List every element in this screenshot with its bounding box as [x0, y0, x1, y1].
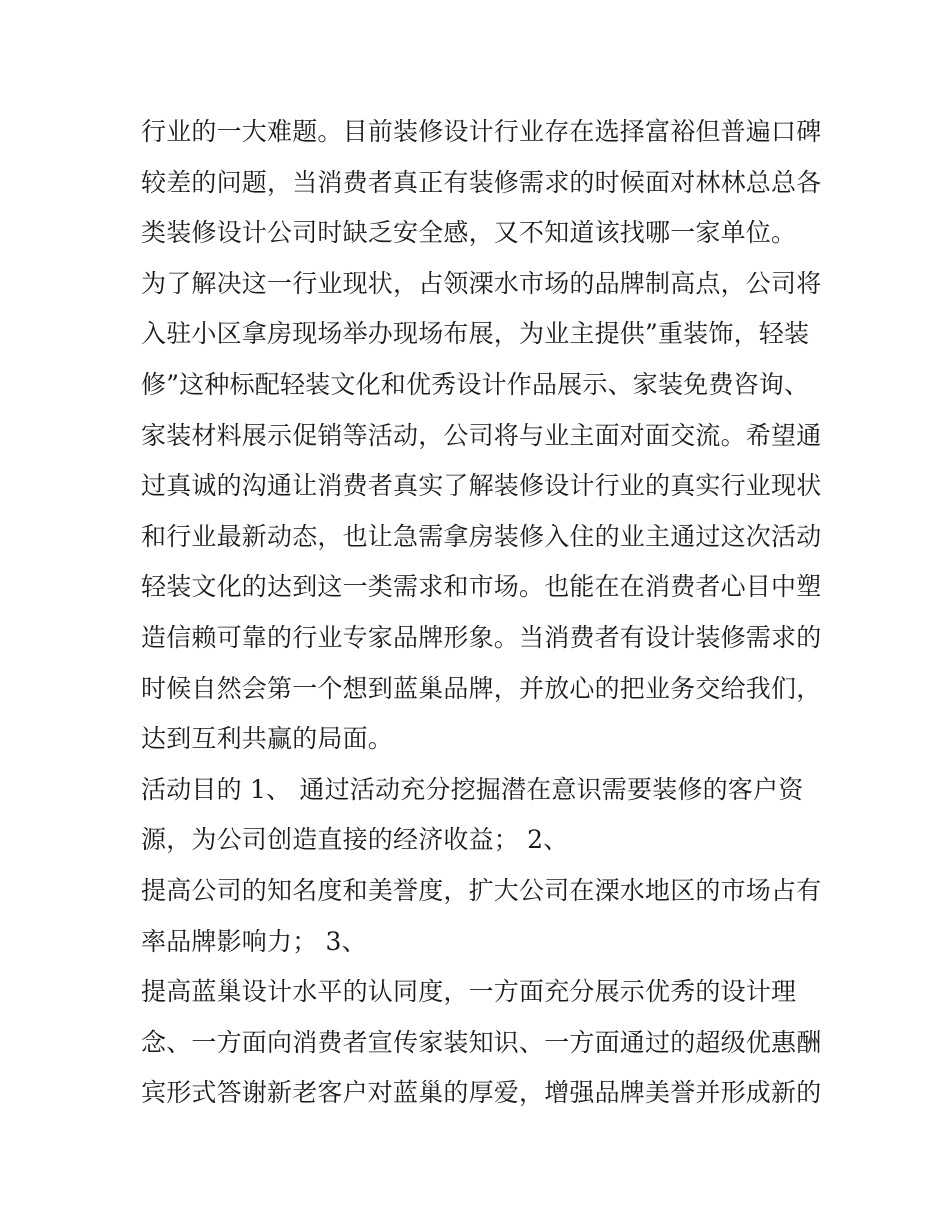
text-line: 修”这种标配轻装文化和优秀设计作品展示、家装免费咨询、 — [141, 369, 810, 399]
text-line: 达到互利共赢的局面。 — [141, 724, 394, 754]
text-line: 过真诚的沟通让消费者真实了解装修设计行业的真实行业现状 — [141, 471, 822, 501]
text-line: 行业的一大难题。目前装修设计行业存在选择富裕但普遍口碑 — [141, 117, 822, 146]
text-line: 提高公司的知名度和美誉度，扩大公司在溧水地区的市场占有 — [141, 875, 822, 905]
text-line: 时候自然会第一个想到蓝巢品牌，并放心的把业务交给我们， — [141, 673, 822, 703]
text-line: 念、一方面向消费者宣传家装知识、一方面通过的超级优惠酬 — [141, 1027, 822, 1057]
text-line: 和行业最新动态，也让急需拿房装修入住的业主通过这次活动 — [141, 521, 822, 551]
text-line: 较差的问题，当消费者真正有装修需求的时候面对林林总总各 — [141, 167, 822, 197]
text-line: 家装材料展示促销等活动，公司将与业主面对面交流。希望通 — [141, 420, 822, 450]
text-line: 提高蓝巢设计水平的认同度，一方面充分展示优秀的设计理 — [141, 977, 797, 1007]
text-line: 宾形式答谢新老客户对蓝巢的厚爱，增强品牌美誉并形成新的 — [141, 1078, 822, 1108]
text-line: 率品牌影响力； 3、 — [141, 926, 367, 956]
text-line: 为了解决这一行业现状，占领溧水市场的品牌制高点，公司将 — [141, 268, 822, 298]
document-body — [141, 107, 821, 1119]
text-line: 轻装文化的达到这一类需求和市场。也能在在消费者心目中塑 — [141, 572, 822, 602]
text-line: 类装修设计公司时缺乏安全感，又不知道该找哪一家单位。 — [141, 218, 797, 248]
text-line: 活动目的 1、 通过活动充分挖掘潜在意识需要装修的客户资 — [141, 774, 804, 804]
text-line: 源，为公司创造直接的经济收益； 2、 — [141, 825, 569, 855]
text-line: 造信赖可靠的行业专家品牌形象。当消费者有设计装修需求的 — [141, 622, 822, 652]
text-line: 入驻小区拿房现场举办现场布展，为业主提供”重装饰，轻装 — [141, 319, 810, 349]
